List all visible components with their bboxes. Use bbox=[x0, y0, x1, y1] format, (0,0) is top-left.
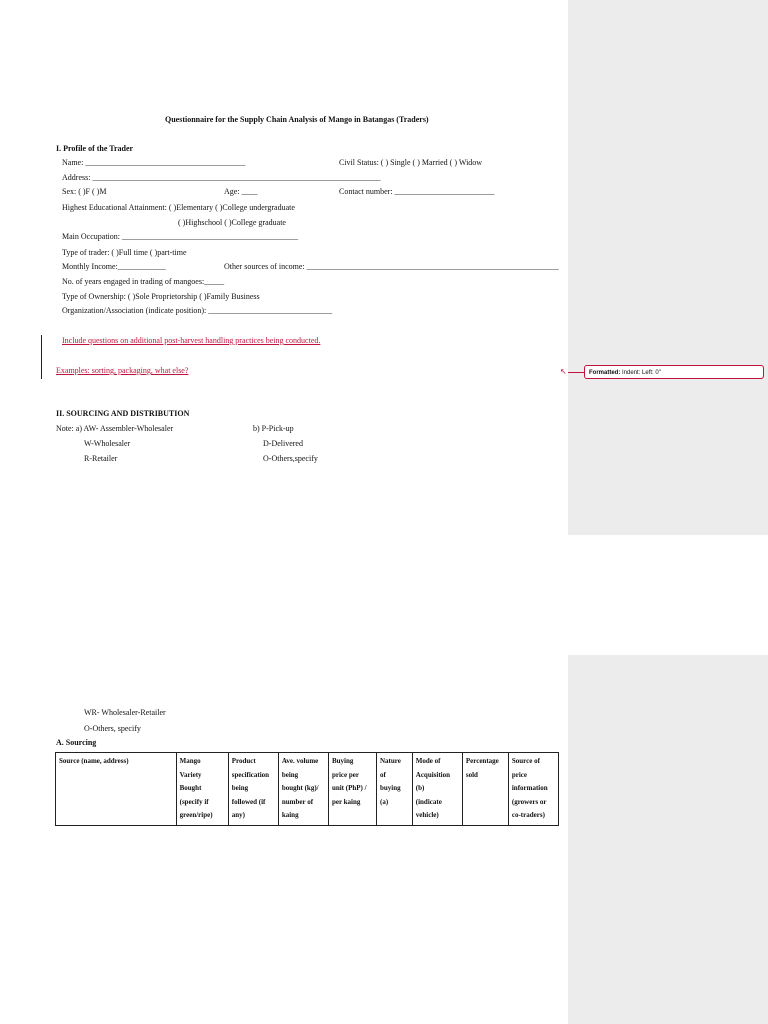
note-wholesaler: W-Wholesaler bbox=[84, 439, 131, 448]
page-gap bbox=[0, 535, 568, 655]
note-retailer: R-Retailer bbox=[84, 454, 118, 463]
comment-arrow-icon: ↖ bbox=[560, 367, 567, 376]
comment-margin-top bbox=[568, 0, 768, 535]
comment-connector bbox=[568, 372, 584, 373]
ownership-field: Type of Ownership: ( )Sole Proprietorship ( )Family Business bbox=[62, 292, 260, 301]
other-income-field: Other sources of income: _______________________________________________________________ bbox=[224, 262, 559, 271]
education-field: Highest Educational Attainment: ( )Elementary ( )College undergraduate bbox=[62, 203, 295, 212]
note-delivered: D-Delivered bbox=[263, 439, 303, 448]
header-line: sold bbox=[465, 770, 478, 779]
formatted-comment-balloon[interactable] bbox=[584, 365, 764, 379]
header-line: (indicate bbox=[415, 797, 442, 806]
header-line: Acquisition bbox=[415, 770, 450, 779]
age-field: Age: ____ bbox=[224, 187, 258, 196]
inserted-note-line-1: Include questions on additional post-harvest handling practices being conducted. bbox=[62, 336, 321, 345]
note-others: O-Others,specify bbox=[263, 454, 318, 463]
comment-label: Formatted: bbox=[589, 370, 621, 376]
header-line: number of bbox=[281, 797, 314, 806]
header-line: Bought bbox=[179, 784, 202, 792]
note-pickup: b) P-Pick-up bbox=[253, 424, 294, 433]
sex-field: Sex: ( )F ( )M bbox=[62, 187, 107, 196]
header-line: (specify if bbox=[179, 797, 209, 806]
contact-field: Contact number: _________________________ bbox=[339, 187, 495, 196]
header-line: of bbox=[379, 770, 386, 779]
header-line: buying bbox=[379, 784, 401, 792]
sourcing-table bbox=[55, 752, 559, 826]
header-line: Ave. volume bbox=[281, 757, 319, 765]
change-bar bbox=[41, 335, 42, 379]
header-line: Buying bbox=[331, 757, 354, 765]
header-line: green/ripe) bbox=[179, 811, 213, 819]
civil-status-field: Civil Status: ( ) Single ( ) Married ( ) Widow bbox=[339, 158, 483, 167]
organization-field: Organization/Association (indicate position): _______________________________ bbox=[62, 306, 333, 315]
sourcing-heading: A. Sourcing bbox=[56, 738, 97, 747]
header-source bbox=[56, 753, 177, 826]
header-buying-price bbox=[328, 753, 376, 826]
header-line: co-traders) bbox=[511, 811, 545, 819]
name-field: Name: ________________________________________ bbox=[62, 158, 246, 167]
address-field: Address: ________________________________________________________________________ bbox=[62, 173, 381, 182]
header-product-specification bbox=[228, 753, 278, 826]
header-line: being bbox=[281, 770, 299, 779]
inserted-note-line-2: Examples: sorting, packaging, what else? bbox=[56, 366, 189, 375]
header-line: unit (PhP) / bbox=[331, 784, 367, 792]
header-line: price per bbox=[331, 770, 359, 779]
header-line: Source of bbox=[511, 757, 540, 765]
comment-text: Indent: Left: 0" bbox=[622, 370, 661, 376]
header-price-information-source bbox=[508, 753, 558, 826]
header-percentage-sold bbox=[462, 753, 508, 826]
section-1-heading: I. Profile of the Trader bbox=[56, 144, 134, 153]
header-average-volume bbox=[278, 753, 328, 826]
header-line: price bbox=[511, 770, 528, 779]
section-2-heading: II. SOURCING AND DISTRIBUTION bbox=[56, 409, 190, 418]
header-line: Percentage bbox=[465, 757, 499, 765]
header-line: Product bbox=[231, 757, 256, 765]
years-trading-field: No. of years engaged in trading of mangoes:_____ bbox=[62, 277, 225, 286]
note-others-specify: O-Others, specify bbox=[84, 724, 141, 733]
header-line: Mode of bbox=[415, 757, 441, 765]
education-field-row2: ( )Highschool ( )College graduate bbox=[178, 218, 286, 227]
header-line: followed (if bbox=[231, 797, 266, 806]
header-line: kaing bbox=[281, 811, 299, 819]
header-line: (b) bbox=[415, 784, 425, 792]
comment-margin-bottom bbox=[568, 655, 768, 1024]
header-line: Variety bbox=[179, 770, 202, 779]
header-nature-of-buying bbox=[376, 753, 412, 826]
note-assembler-wholesaler: Note: a) AW- Assembler-Wholesaler bbox=[56, 424, 174, 433]
header-line: any) bbox=[231, 811, 245, 819]
document-title: Questionnaire for the Supply Chain Analysis of Mango in Batangas (Traders) bbox=[165, 115, 429, 124]
header-line: bought (kg)/ bbox=[281, 784, 319, 792]
header-line: Nature bbox=[379, 757, 401, 765]
header-line: (growers or bbox=[511, 797, 547, 806]
trader-type-field: Type of trader: ( )Full time ( )part-time bbox=[62, 248, 187, 257]
header-line: (a) bbox=[379, 797, 389, 806]
header-mode-of-acquisition bbox=[412, 753, 462, 826]
header-line: Source (name, address) bbox=[59, 757, 129, 765]
monthly-income-field: Monthly Income:____________ bbox=[62, 262, 166, 271]
header-line: being bbox=[231, 784, 249, 792]
table-header-row bbox=[56, 753, 559, 826]
header-line: information bbox=[511, 784, 548, 792]
note-wholesaler-retailer: WR- Wholesaler-Retailer bbox=[84, 708, 166, 717]
header-line: specification bbox=[231, 770, 270, 779]
header-line: Mango bbox=[179, 757, 201, 765]
header-line: per kaing bbox=[331, 797, 361, 806]
occupation-field: Main Occupation: ____________________________________________ bbox=[62, 232, 298, 241]
header-mango-variety bbox=[176, 753, 228, 826]
header-line: vehicle) bbox=[415, 811, 439, 819]
